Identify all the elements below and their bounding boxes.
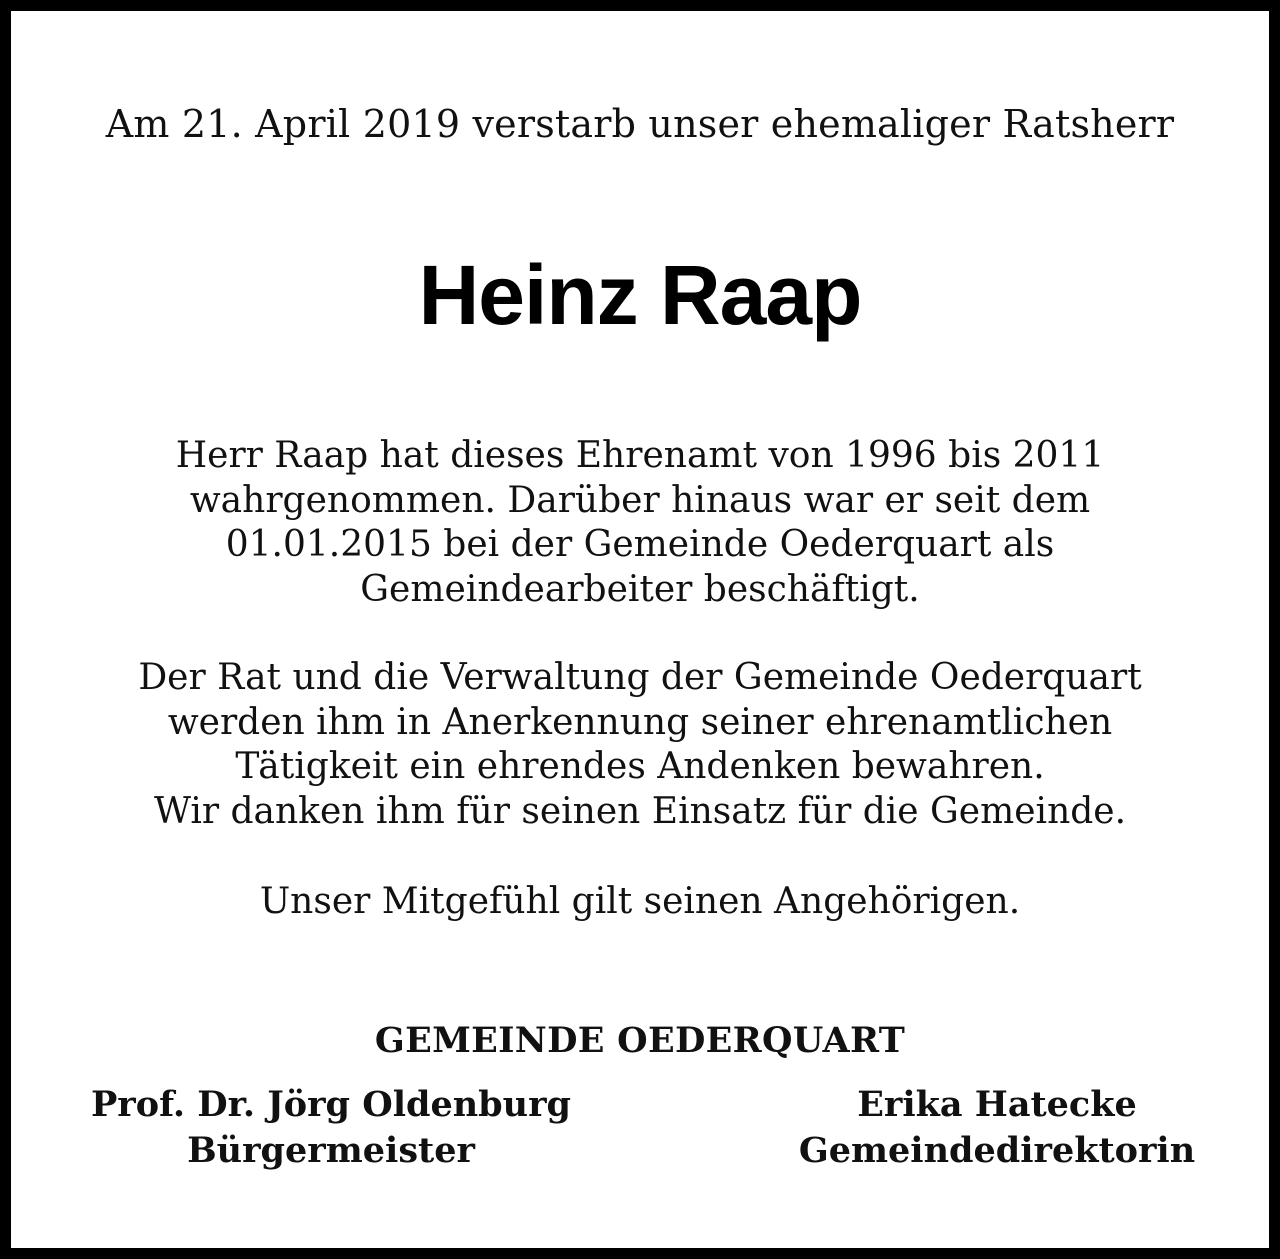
paragraph-line: Tätigkeit ein ehrendes Andenken bewahren. xyxy=(235,746,1045,787)
paragraph-line: Wir danken ihm für seinen Einsatz für die Gemeinde. xyxy=(153,790,1127,832)
organization-name: GEMEINDE OEDERQUART xyxy=(374,1020,906,1061)
deceased-name: Heinz Raap xyxy=(418,248,862,342)
intro-text: Am 21. April 2019 verstarb unser ehemaliger Ratsherr xyxy=(105,102,1175,146)
paragraph-line: wahrgenommen. Darüber hinaus war er seit dem xyxy=(189,479,1091,521)
paragraph-line: Herr Raap hat dieses Ehrenamt von 1996 bis 2011 xyxy=(175,435,1105,476)
tribute-paragraph xyxy=(11,656,1269,834)
paragraph-line: Der Rat und die Verwaltung der Gemeinde Oederquart xyxy=(138,657,1142,698)
tenure-paragraph xyxy=(11,434,1269,612)
signatory-mayor xyxy=(71,1082,591,1174)
signatory-title: Gemeindedirektorin xyxy=(798,1130,1196,1171)
signatory-name: Prof. Dr. Jörg Oldenburg xyxy=(90,1084,572,1125)
paragraph-line: Gemeindearbeiter beschäftigt. xyxy=(360,568,920,610)
paragraph-line: 01.01.2015 bei der Gemeinde Oederquart als xyxy=(225,524,1055,565)
signatory-director xyxy=(747,1082,1247,1174)
paragraph-line: Unser Mitgefühl gilt seinen Angehörigen. xyxy=(259,881,1021,922)
signatory-title: Bürgermeister xyxy=(187,1130,475,1171)
paragraph-line: werden ihm in Anerkennung seiner ehrenamtlichen xyxy=(167,701,1113,743)
signatory-name: Erika Hatecke xyxy=(857,1084,1137,1125)
condolence-paragraph xyxy=(11,880,1269,925)
